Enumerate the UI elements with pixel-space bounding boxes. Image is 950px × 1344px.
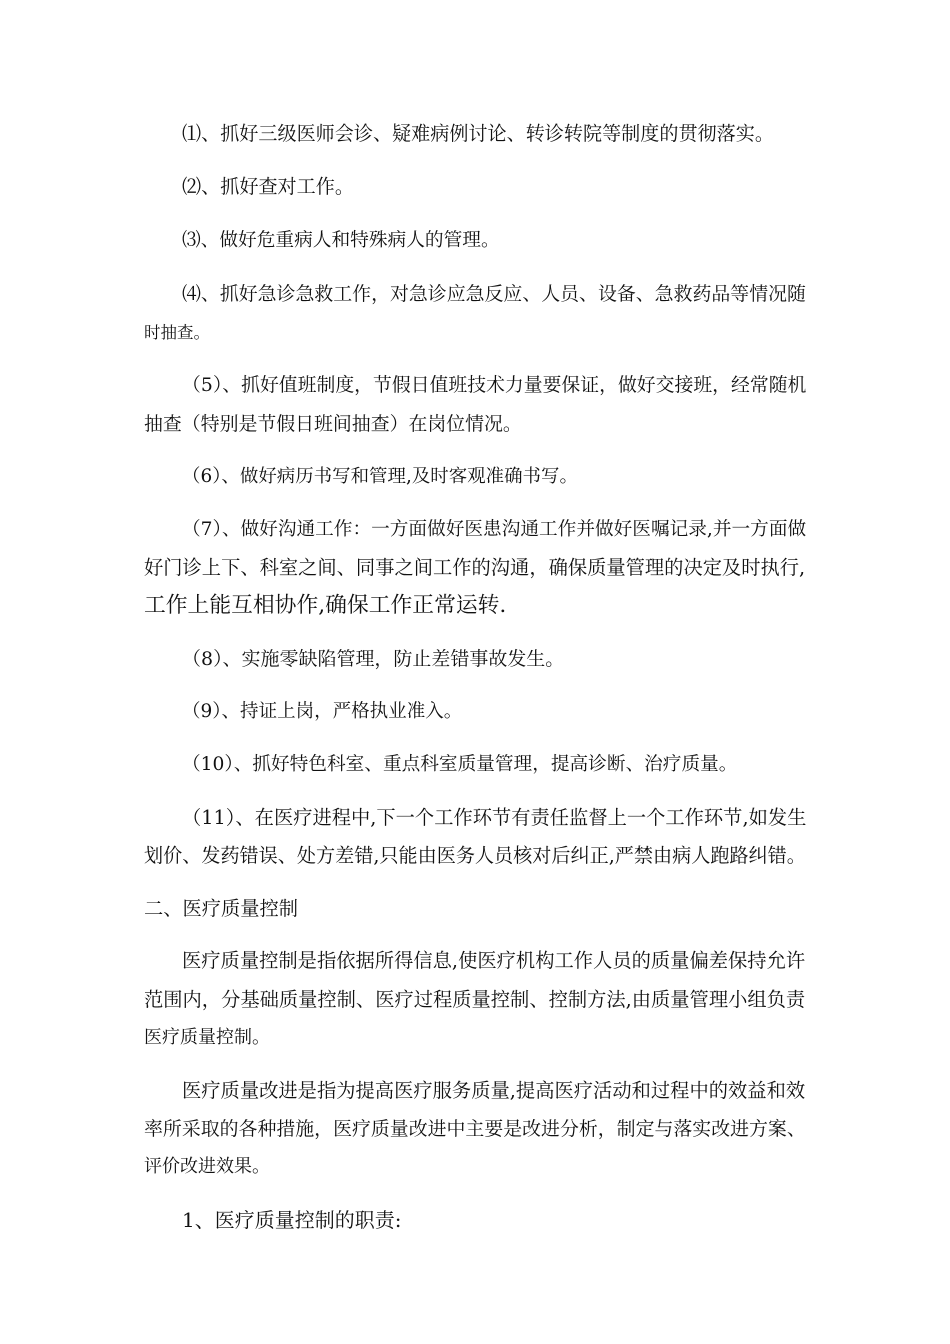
item-6-line: （6）、做好病历书写和管理,及时客观准确书写。 xyxy=(182,466,578,487)
item-10-line: （10）、抓好特色科室、重点科室质量管理，提高诊断、治疗质量。 xyxy=(182,754,738,775)
paragraph-1-line-2: 范围内，分基础质量控制、医疗过程质量控制、控制方法,由质量管理小组负责 xyxy=(144,988,806,1011)
item-1-line: ⑴、抓好三级医师会诊、疑难病例讨论、转诊转院等制度的贯彻落实。 xyxy=(182,122,774,145)
subsection-heading: 1、医疗质量控制的职责: xyxy=(182,1208,402,1232)
item-11-line-2: 划价、发药错误、处方差错,只能由医务人员核对后纠正,严禁由病人跑路纠错。 xyxy=(144,844,806,867)
item-7-line-3: 工作上能互相协作,确保工作正常运转. xyxy=(144,593,507,618)
item-5-line-2: 抽查（特别是节假日班间抽查）在岗位情况。 xyxy=(144,413,522,435)
item-7-line-1: （7）、做好沟通工作：一方面做好医患沟通工作并做好医嘱记录,并一方面做 xyxy=(182,519,807,540)
section-heading: 二、医疗质量控制 xyxy=(144,897,298,920)
paragraph-1-line-3: 医疗质量控制。 xyxy=(144,1027,270,1048)
item-5-line-1: （5）、抓好值班制度，节假日值班技术力量要保证，做好交接班，经常随机 xyxy=(182,375,807,396)
paragraph-2-line-1: 医疗质量改进是指为提高医疗服务质量,提高医疗活动和过程中的效益和效 xyxy=(182,1079,806,1102)
paragraph-2-line-3: 评价改进效果。 xyxy=(144,1156,270,1177)
item-11-line-1: （11）、在医疗进程中,下一个工作环节有责任监督上一个工作环节,如发生 xyxy=(182,806,807,829)
item-3-line: ⑶、做好危重病人和特殊病人的管理。 xyxy=(182,230,500,251)
item-9-line: （9）、持证上岗，严格执业准入。 xyxy=(182,701,463,722)
paragraph-2-line-2: 率所采取的各种措施，医疗质量改进中主要是改进分析，制定与落实改进方案、 xyxy=(144,1118,806,1140)
item-8-line: （8）、实施零缺陷管理，防止差错事故发生。 xyxy=(182,648,565,670)
item-4-line-1: ⑷、抓好急诊急救工作，对急诊应急反应、人员、设备、急救药品等情况随 xyxy=(182,283,806,305)
paragraph-1-line-1: 医疗质量控制是指依据所得信息,使医疗机构工作人员的质量偏差保持允许 xyxy=(182,949,806,972)
item-7-line-2: 好门诊上下、科室之间、同事之间工作的沟通，确保质量管理的决定及时执行, xyxy=(144,556,806,579)
item-4-line-2: 时抽查。 xyxy=(144,323,210,342)
item-2-line: ⑵、抓好查对工作。 xyxy=(182,175,354,198)
